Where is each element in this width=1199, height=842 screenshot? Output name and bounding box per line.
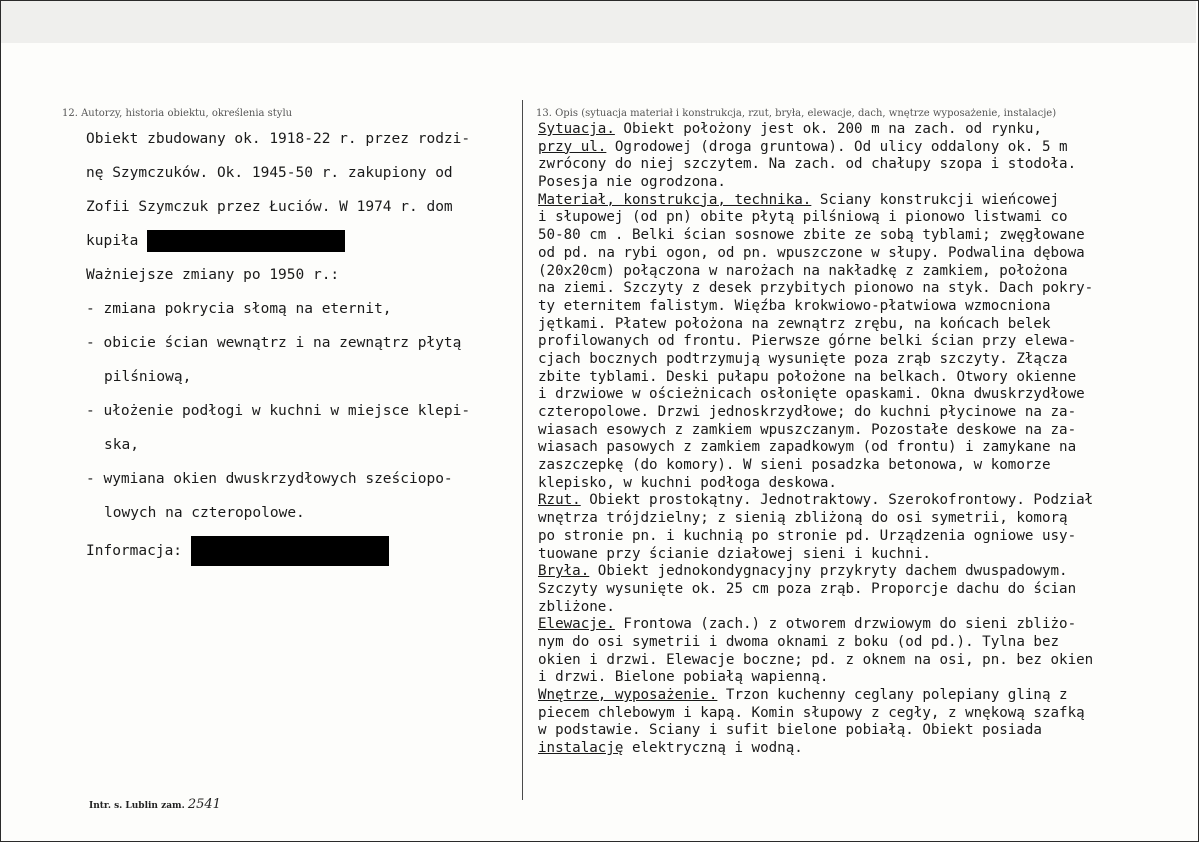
history-line-owner xyxy=(86,224,526,258)
description-line xyxy=(538,634,1198,652)
description-line xyxy=(538,174,1198,192)
section-heading: Bryła. xyxy=(538,563,590,580)
left-section-header: 12. Autorzy, historia obiektu, określenia stylu xyxy=(62,108,293,119)
history-line-info xyxy=(86,534,526,568)
description-text: klepisko, w kuchni podłoga deskowa. xyxy=(538,474,837,491)
description-line xyxy=(538,616,1198,634)
section-heading: Sytuacja. xyxy=(538,121,615,137)
history-line: - zmiana pokrycia słomą na eternit, xyxy=(86,301,392,317)
history-line: pilśniową, xyxy=(104,369,192,385)
description-column xyxy=(538,121,1198,758)
redaction-box xyxy=(147,230,345,252)
history-column xyxy=(86,122,526,568)
description-line xyxy=(538,139,1198,157)
description-text: elektryczną i wodną. xyxy=(623,740,803,757)
description-line xyxy=(538,298,1198,316)
description-text: okien i drzwi. Elewacje boczne; pd. z oknem na osi, pn. bez okien xyxy=(538,651,1094,668)
description-line xyxy=(538,510,1198,528)
description-text: Obiekt jednokondygnacyjny przykryty dachem dwuspadowym. xyxy=(589,563,1068,580)
description-line xyxy=(538,528,1198,546)
description-text: profilowanych od frontu. Pierwsze górne belki ścian przy elewa- xyxy=(538,333,1077,350)
description-line xyxy=(538,652,1198,670)
history-line: - ułożenie podłogi w kuchni w miejsce klepi- xyxy=(86,403,471,419)
description-line xyxy=(538,209,1198,227)
description-text: zbliżone. xyxy=(538,598,615,615)
description-line xyxy=(538,156,1198,174)
footer-text: Intr. s. Lublin zam. xyxy=(89,801,185,811)
history-line: Ważniejsze zmiany po 1950 r.: xyxy=(86,267,340,283)
description-text: wiasach pasowych z zamkiem zapadkowym (od frontu) i zamykane na xyxy=(538,439,1077,456)
description-text: tuowane przy ścianie działowej sieni i kuchni. xyxy=(538,545,931,562)
description-line xyxy=(538,386,1198,404)
description-text: Obiekt położony jest ok. 200 m na zach. od rynku, xyxy=(614,121,1042,137)
description-text: zwrócony do niej szczytem. Na zach. od chałupy szopa i stodoła. xyxy=(538,156,1077,173)
description-line xyxy=(538,492,1198,510)
description-line xyxy=(538,599,1198,617)
history-line: nę Szymczuków. Ok. 1945-50 r. zakupiony od xyxy=(86,165,453,181)
description-line xyxy=(538,333,1198,351)
description-line xyxy=(538,351,1198,369)
description-text: ty eternitem falistym. Więźba krokwiowo-płatwiowa wzmocniona xyxy=(538,297,1051,314)
history-line: ska, xyxy=(104,437,139,453)
description-text: cjach bocznych podtrzymują wysunięte poza zrąb szczyty. Złącza xyxy=(538,350,1068,367)
description-line xyxy=(538,581,1198,599)
description-line xyxy=(538,457,1198,475)
history-line: lowych na czteropolowe. xyxy=(104,505,305,521)
footer-reference xyxy=(89,797,221,812)
description-line xyxy=(538,669,1198,687)
description-line xyxy=(538,316,1198,334)
description-text: i słupowej (od pn) obite płytą pilśniową i pionowo listwami co xyxy=(538,209,1068,226)
description-text: i drzwi. Bielone pobiałą wapienną. xyxy=(538,669,829,686)
description-line xyxy=(538,404,1198,422)
description-line xyxy=(538,705,1198,723)
description-line xyxy=(538,245,1198,263)
description-text: czteropolowe. Drzwi jednoskrzydłowe; do kuchni płycinowe na za- xyxy=(538,404,1077,420)
description-line xyxy=(538,722,1198,740)
description-text: Frontowa (zach.) z otworem drzwiowym do sieni zbliżo- xyxy=(614,616,1077,633)
section-heading: przy ul. xyxy=(538,138,607,155)
description-text: zbite tyblami. Deski pułapu położone na belkach. Otwory okienne xyxy=(538,368,1077,385)
description-text: 50-80 cm . Belki ścian sosnowe zbite ze sobą tyblami; zwęgłowane xyxy=(538,227,1085,244)
description-text: Trzon kuchenny ceglany polepiany gliną z xyxy=(717,687,1068,703)
description-text: jętkami. Płatew położona na zewnątrz zrębu, na końcach belek xyxy=(538,315,1051,332)
description-text: Obiekt prostokątny. Jednotraktowy. Szerokofrontowy. Podział xyxy=(580,492,1094,509)
footer-number: 2541 xyxy=(187,797,221,812)
section-heading: Materiał, konstrukcja, technika. xyxy=(538,191,812,208)
description-text: Szczyty wysunięte ok. 25 cm poza zrąb. Proporcje dachu do ścian xyxy=(538,580,1077,597)
section-heading: Elewacje. xyxy=(538,616,615,633)
description-line xyxy=(538,280,1198,298)
owner-label: kupiła xyxy=(86,233,139,249)
description-line xyxy=(538,687,1198,705)
scan-top-band xyxy=(1,1,1196,43)
description-text: Ogrodowej (droga gruntowa). Od ulicy oddalony ok. 5 m xyxy=(606,138,1068,155)
section-heading: Wnętrze, wyposażenie. xyxy=(538,687,718,703)
description-text: zaszczepkę (do komory). W sieni posadzka betonowa, w komorze xyxy=(538,457,1051,474)
description-text: w podstawie. Sciany i sufit bielone pobiałą. Obiekt posiada xyxy=(538,722,1042,739)
description-line xyxy=(538,546,1198,564)
description-text: wnętrza trójdzielny; z sienią zbliżoną do osi symetrii, komorą xyxy=(538,510,1068,527)
section-heading: Rzut. xyxy=(538,492,581,509)
description-line xyxy=(538,740,1198,758)
description-text: Posesja nie ogrodzona. xyxy=(538,174,726,191)
description-line xyxy=(538,369,1198,387)
right-section-header: 13. Opis (sytuacja materiał i konstrukcja, rzut, bryła, elewacje, dach, wnętrze wyposażenie, instalacje) xyxy=(536,108,1057,119)
info-label: Informacja: xyxy=(86,543,183,559)
redaction-box xyxy=(191,536,389,566)
history-line: - obicie ścian wewnątrz i na zewnątrz płytą xyxy=(86,335,462,351)
description-line xyxy=(538,227,1198,245)
description-text: od pd. na rybi ogon, od pn. wpuszczone w słupy. Podwalina dębowa xyxy=(538,244,1085,261)
description-line xyxy=(538,121,1198,139)
description-text: wiasach esowych z zamkiem wpuszczanym. Pozostałe deskowe na za- xyxy=(538,421,1077,438)
description-text: po stronie pn. i kuchnią po stronie pd. Urządzenia ogniowe usy- xyxy=(538,527,1077,544)
history-line: Obiekt zbudowany ok. 1918-22 r. przez rodzi- xyxy=(86,131,471,147)
description-text: na ziemi. Szczyty z desek przybitych pionowo na styk. Dach pokry- xyxy=(538,280,1094,297)
description-line xyxy=(538,475,1198,493)
description-line xyxy=(538,563,1198,581)
description-line xyxy=(538,439,1198,457)
description-text: i drzwiowe w ościeżnicach osłonięte opaskami. Okna dwuskrzydłowe xyxy=(538,386,1085,403)
description-text: nym do osi symetrii i dwoma oknami z boku (od pd.). Tylna bez xyxy=(538,633,1060,650)
section-heading: instalację xyxy=(538,740,624,757)
description-line xyxy=(538,192,1198,210)
description-text: piecem chlebowym i kapą. Komin słupowy z cegły, z wnękową szafką xyxy=(538,704,1085,721)
description-line xyxy=(538,422,1198,440)
description-line xyxy=(538,263,1198,281)
history-line: Zofii Szymczuk przez Łuciów. W 1974 r. dom xyxy=(86,199,453,215)
history-line: - wymiana okien dwuskrzydłowych sześciopo- xyxy=(86,471,453,487)
description-text: (20x20cm) połączona w narożach na nakładkę z zamkiem, położona xyxy=(538,262,1068,279)
description-text: Sciany konstrukcji wieńcowej xyxy=(811,191,1060,208)
